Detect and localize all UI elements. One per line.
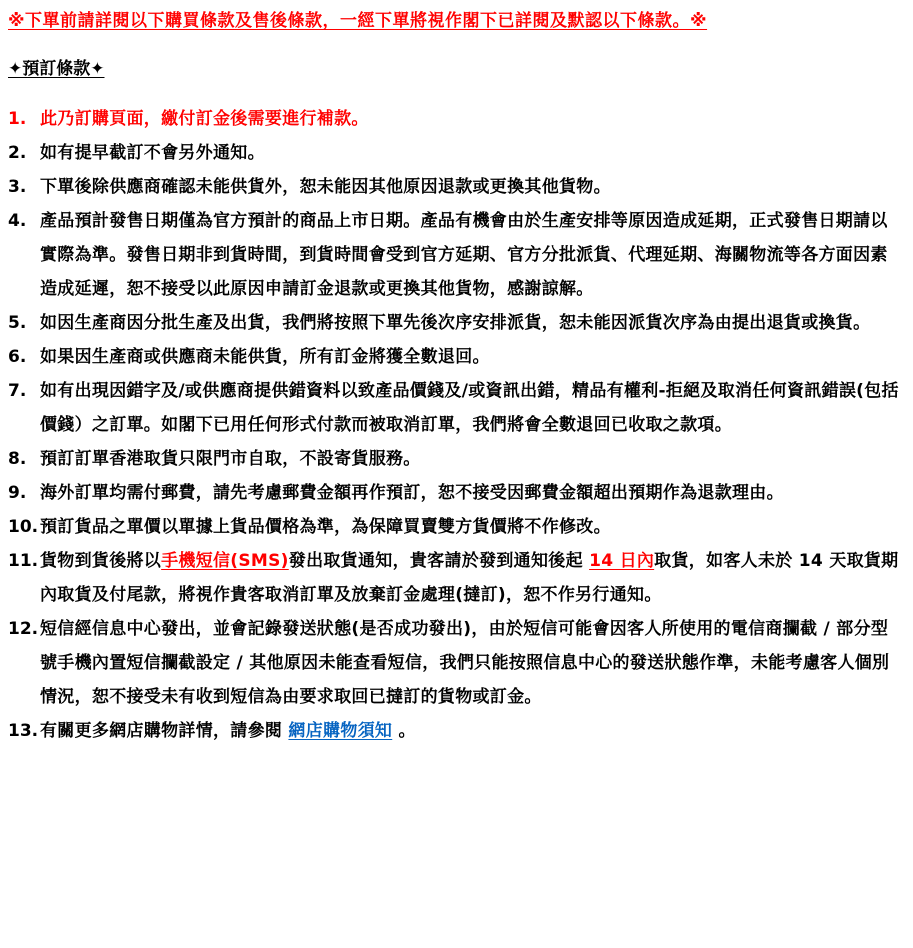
term-text: [40, 374, 903, 442]
emphasis-red-underline: 14 日內: [589, 550, 655, 571]
term-text: [40, 510, 903, 544]
term-text: [40, 714, 903, 748]
term-text-segment: 如有出現因錯字及/或供應商提供錯資料以致產品價錢及/或資訊出錯，精品有權利-拒絕及取消任何資訊錯誤(包括價錢）之訂單。如閣下已用任何形式付款而被取消訂單，我們將會全數退回已收取之款項。: [40, 380, 899, 435]
emphasis-red-underline: 手機短信(SMS): [161, 550, 289, 571]
term-text-segment: 如因生產商因分批生產及出貨，我們將按照下單先後次序安排派貨，恕未能因派貨次序為由提出退貨或換貨。: [40, 312, 871, 333]
term-text-segment: 此乃訂購頁面，繳付訂金後需要進行補款。: [40, 108, 369, 129]
purchase-terms-notice: ※下單前請詳閱以下購買條款及售後條款，一經下單將視作閣下已詳閱及默認以下條款。※: [8, 11, 708, 31]
term-text-segment: 產品預計發售日期僅為官方預計的商品上市日期。產品有機會由於生產安排等原因造成延期，正式發售日期請以實際為準。發售日期非到貨時間，到貨時間會受到官方延期、官方分批派貨、代理延期、海關物流等各方面因素造成延遲，恕不接受以此原因申請訂金退款或更換其他貨物，感謝諒解。: [40, 210, 888, 299]
terms-list: [8, 102, 903, 748]
term-item: [8, 340, 903, 374]
term-text: [40, 340, 903, 374]
term-text-segment: 如果因生產商或供應商未能供貨，所有訂金將獲全數退回。: [40, 346, 490, 367]
term-text-segment: 有關更多網店購物詳情，請參閱: [40, 720, 289, 741]
term-text-segment: 。: [392, 720, 416, 741]
term-number: 2.: [8, 142, 27, 163]
term-number: 6.: [8, 346, 27, 367]
term-text-segment: 如有提早截訂不會另外通知。: [40, 142, 265, 163]
term-number: 10.: [8, 516, 39, 537]
term-number: 12.: [8, 618, 39, 639]
term-item: [8, 170, 903, 204]
shop-guide-link[interactable]: 網店購物須知: [288, 720, 393, 741]
term-number: 13.: [8, 720, 39, 741]
term-number: 3.: [8, 176, 27, 197]
term-item: [8, 102, 903, 136]
term-number: 5.: [8, 312, 27, 333]
term-item: [8, 476, 903, 510]
term-text-segment: 下單後除供應商確認未能供貨外，恕未能因其他原因退款或更換其他貨物。: [40, 176, 611, 197]
term-text: [40, 170, 903, 204]
term-text-segment: 貨物到貨後將以: [40, 550, 162, 571]
term-number: 4.: [8, 210, 27, 231]
term-text: [40, 544, 903, 612]
term-text: [40, 612, 903, 714]
term-text: [40, 102, 903, 136]
term-number: 7.: [8, 380, 27, 401]
term-number: 8.: [8, 448, 27, 469]
term-text: [40, 476, 903, 510]
term-text: [40, 442, 903, 476]
term-text: [40, 136, 903, 170]
term-text-segment: 短信經信息中心發出，並會記錄發送狀態(是否成功發出)，由於短信可能會因客人所使用的電信商攔截 / 部分型號手機內置短信攔截設定 / 其他原因未能查看短信，我們只能按照信息中心的發送狀態作準，未能考慮客人個別情況，恕不接受未有收到短信為由要求取回已撻訂的貨物或訂金。: [40, 618, 890, 707]
term-item: [8, 204, 903, 306]
term-text-segment: 預訂訂單香港取貨只限門市自取，不設寄貨服務。: [40, 448, 421, 469]
term-number: 9.: [8, 482, 27, 503]
term-text: [40, 204, 903, 306]
term-text-segment: 發出取貨通知，貴客請於發到通知後起: [288, 550, 590, 571]
preorder-terms-title: ✦預訂條款✦: [8, 58, 105, 79]
term-text-segment: 取貨，如客人未於 14 天取貨期內取貨及付尾款，將視作貴客取消訂單及放棄訂金處理(撻訂)，恕不作另行通知。: [40, 550, 899, 605]
term-text-segment: 海外訂單均需付郵費，請先考慮郵費金額再作預訂，恕不接受因郵費金額超出預期作為退款理由。: [40, 482, 784, 503]
term-item: [8, 374, 903, 442]
term-text: [40, 306, 903, 340]
term-number: 11.: [8, 550, 39, 571]
term-item: [8, 544, 903, 612]
term-item: [8, 510, 903, 544]
term-number: 1.: [8, 108, 27, 129]
term-item: [8, 306, 903, 340]
term-item: [8, 442, 903, 476]
term-text-segment: 預訂貨品之單價以單據上貨品價格為準，為保障買賣雙方貨價將不作修改。: [40, 516, 611, 537]
term-item: [8, 612, 903, 714]
term-item: [8, 136, 903, 170]
term-item: [8, 714, 903, 748]
